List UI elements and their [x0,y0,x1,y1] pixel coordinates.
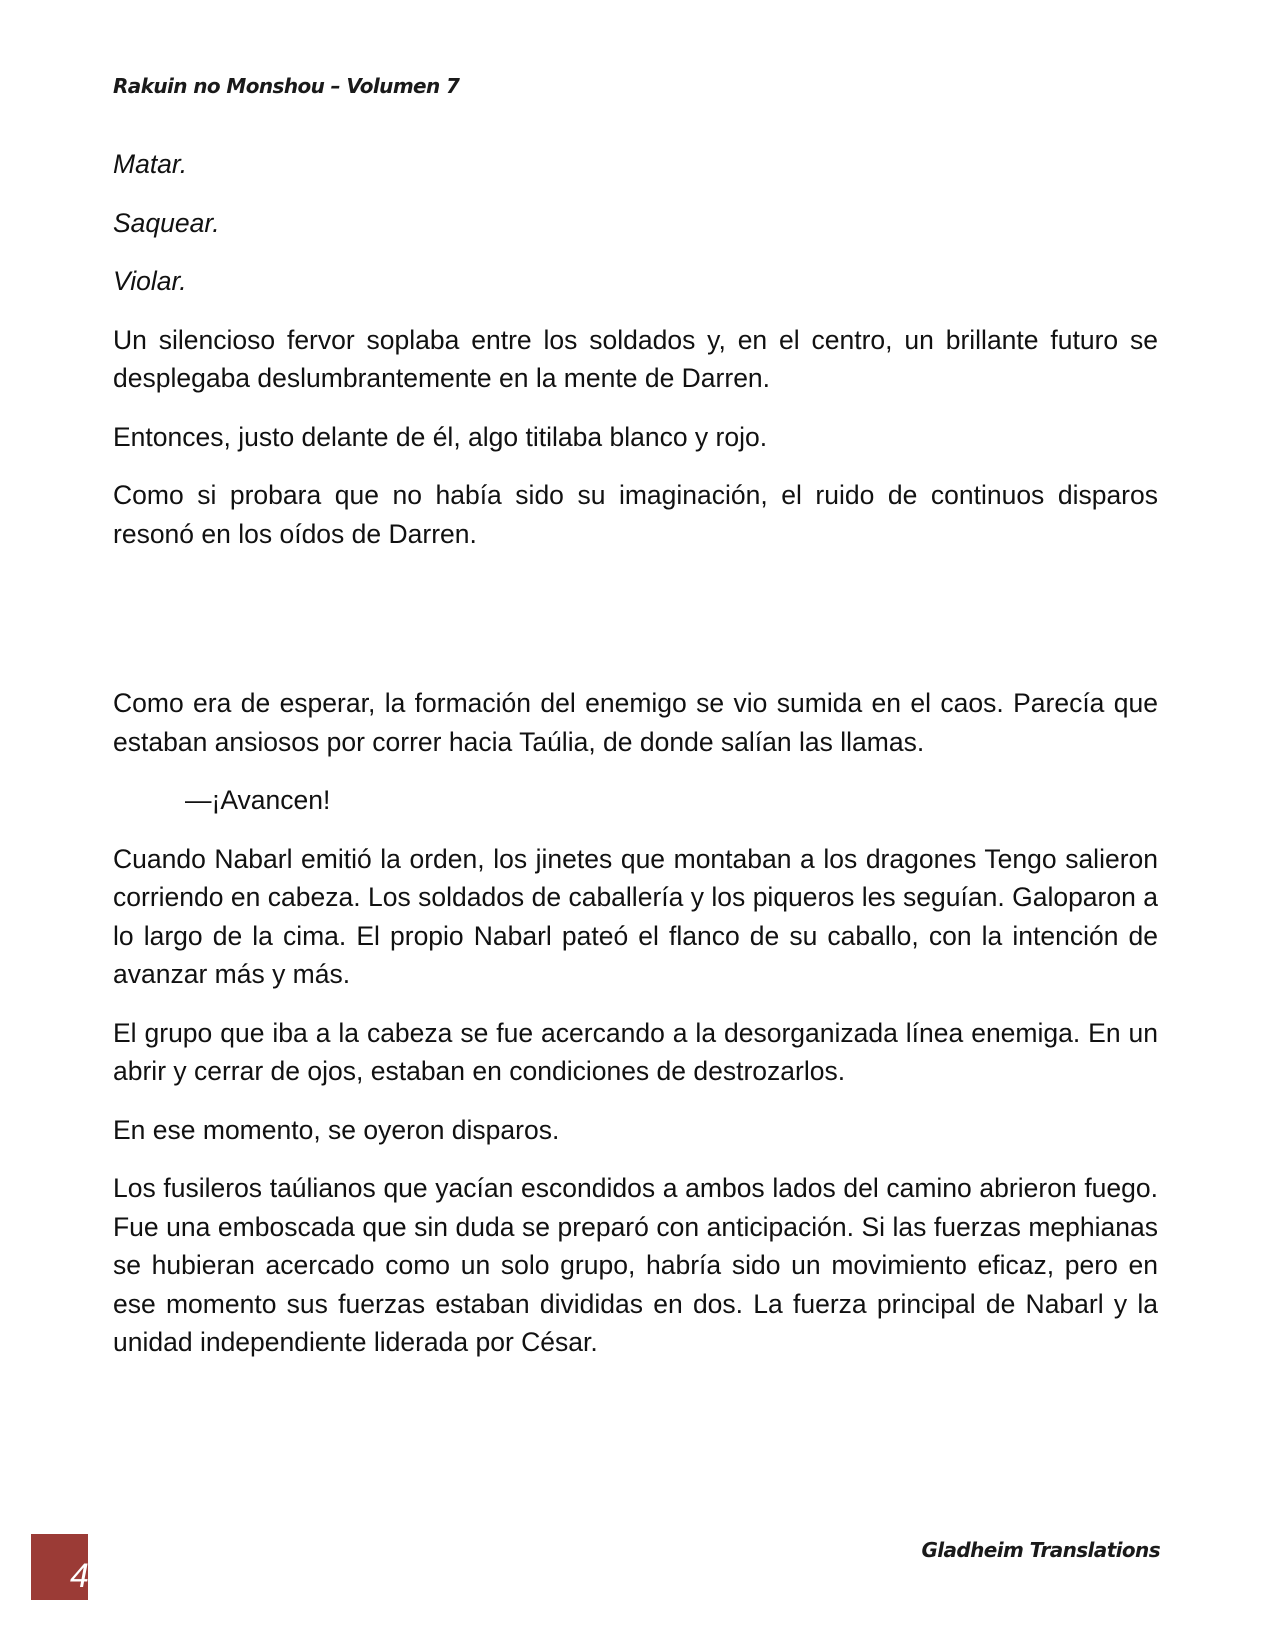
paragraph: Los fusileros taúlianos que yacían escondidos a ambos lados del camino abrieron fuego. Fue una emboscada que sin duda se preparó con anticipación. Si las fuerzas mephianas se hubieran acercado como un solo grupo, habría sido un movimiento eficaz, pero en ese momento sus fuerzas estaban divididas en dos. La fuerza principal de Nabarl y la unidad independiente liderada por César. [113,1173,1158,1357]
page-body [113,145,1158,1382]
scene-break [113,573,1158,684]
paragraph: Como era de esperar, la formación del enemigo se vio sumida en el caos. Parecía que estaban ansiosos por correr hacia Taúlia, de donde salían las llamas. [113,688,1158,757]
paragraph: Entonces, justo delante de él, algo titilaba blanco y rojo. [113,421,768,452]
paragraph: Matar. [113,149,188,179]
running-header: Rakuin no Monshou – Volumen 7 [113,74,460,98]
page-number: 4 [70,1557,89,1595]
paragraph: Saquear. [113,207,220,238]
paragraph: Violar. [113,266,187,296]
paragraph: El grupo que iba a la cabeza se fue acercando a la desorganizada línea enemiga. En un abrir y cerrar de ojos, estaban en condiciones de destrozarlos. [113,1017,1158,1086]
paragraph: Cuando Nabarl emitió la orden, los jinetes que montaban a los dragones Tengo salieron corriendo en cabeza. Los soldados de caballería y los piqueros les seguían. Galoparon a lo largo de la cima. El propio Nabarl pateó el flanco de su caballo, con la intención de avanzar más y más. [113,843,1158,989]
dialogue-line: —¡Avancen! [185,785,331,815]
footer-brand: Gladheim Translations [921,1538,1160,1562]
paragraph: Un silencioso fervor soplaba entre los soldados y, en el centro, un brillante futuro se desplegaba deslumbrantemente en la mente de Darren. [113,324,1158,393]
paragraph: Como si probara que no había sido su imaginación, el ruido de continuos disparos resonó en los oídos de Darren. [113,480,1158,549]
paragraph: En ese momento, se oyeron disparos. [113,1114,560,1145]
